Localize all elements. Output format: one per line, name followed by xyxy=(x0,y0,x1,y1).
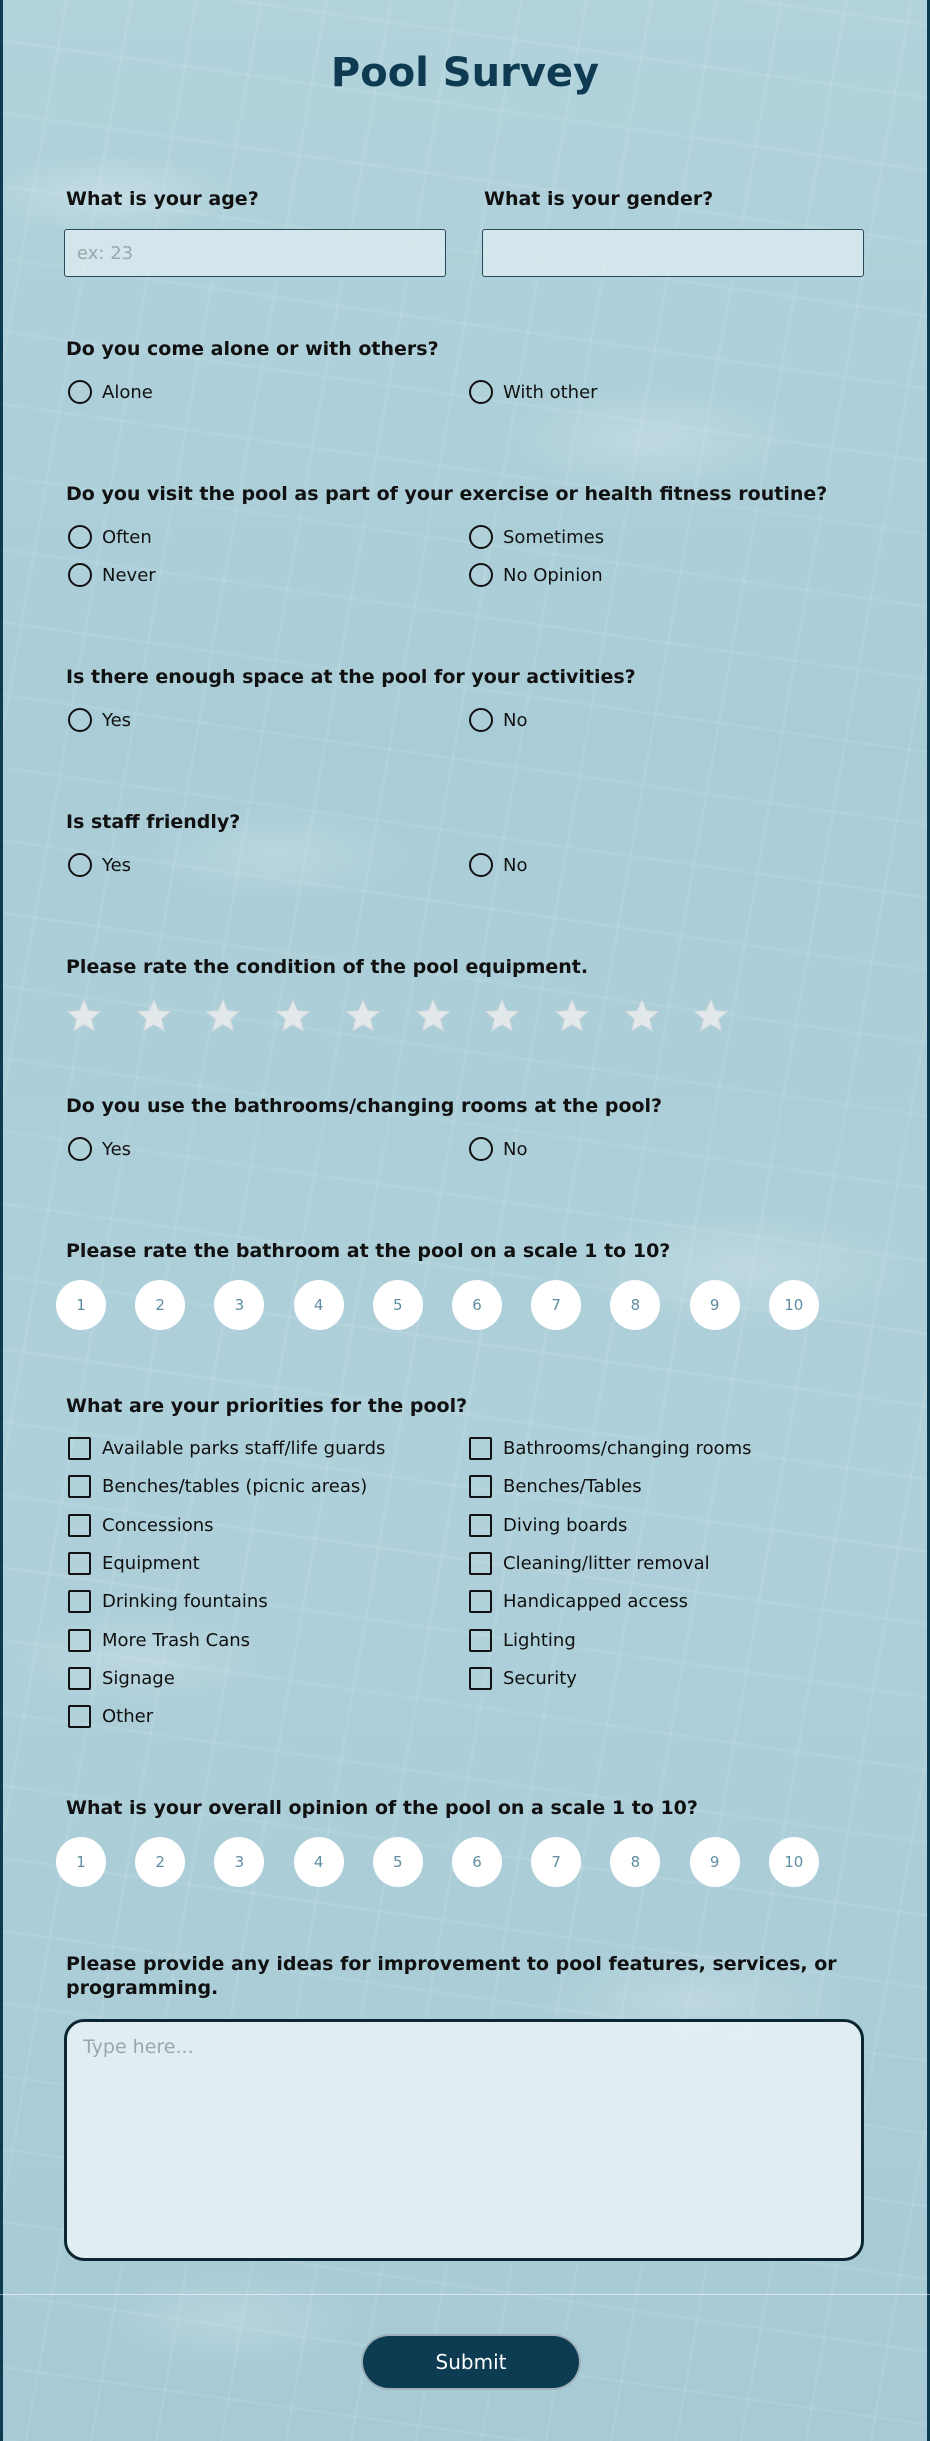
bathroom-scale-button-4[interactable]: 4 xyxy=(294,1280,344,1330)
radio-bathrooms-yes[interactable] xyxy=(68,1137,131,1161)
priorities-question: What are your priorities for the pool? xyxy=(66,1395,468,1417)
star-icon[interactable] xyxy=(624,998,660,1034)
checkbox-label: Concessions xyxy=(102,1514,214,1536)
checkbox-label: More Trash Cans xyxy=(102,1629,251,1651)
radio-circle[interactable] xyxy=(469,1137,493,1161)
left-border xyxy=(0,0,3,2441)
priority-checkbox-item[interactable] xyxy=(68,1590,268,1613)
checkbox[interactable] xyxy=(68,1552,91,1575)
option-label: Sometimes xyxy=(503,526,605,548)
staff-question: Is staff friendly? xyxy=(66,811,241,833)
gender-label: What is your gender? xyxy=(484,188,714,210)
overall-scale-button-8[interactable]: 8 xyxy=(610,1837,660,1887)
radio-never[interactable] xyxy=(68,563,156,587)
checkbox[interactable] xyxy=(469,1590,492,1613)
checkbox[interactable] xyxy=(68,1437,91,1460)
priority-checkbox-item[interactable] xyxy=(68,1437,385,1460)
priority-checkbox-item[interactable] xyxy=(68,1475,367,1498)
star-icon[interactable] xyxy=(345,998,381,1034)
overall-scale-button-2[interactable]: 2 xyxy=(135,1837,185,1887)
radio-space-yes[interactable] xyxy=(68,708,131,732)
radio-with-other[interactable] xyxy=(469,380,598,404)
page-title: Pool Survey xyxy=(330,50,600,96)
radio-circle[interactable] xyxy=(68,708,92,732)
overall-scale-button-10[interactable]: 10 xyxy=(769,1837,819,1887)
checkbox-label: Signage xyxy=(102,1667,175,1689)
radio-circle[interactable] xyxy=(469,525,493,549)
bathroom-scale-button-6[interactable]: 6 xyxy=(452,1280,502,1330)
routine-question: Do you visit the pool as part of your exercise or health fitness routine? xyxy=(66,483,828,505)
radio-sometimes[interactable] xyxy=(469,525,604,549)
checkbox[interactable] xyxy=(469,1667,492,1690)
priority-checkbox-item[interactable] xyxy=(469,1667,577,1690)
radio-circle[interactable] xyxy=(469,563,493,587)
priority-checkbox-item[interactable] xyxy=(68,1629,250,1652)
star-icon[interactable] xyxy=(484,998,520,1034)
checkbox-label: Lighting xyxy=(503,1629,576,1651)
radio-circle[interactable] xyxy=(469,708,493,732)
overall-scale-button-9[interactable]: 9 xyxy=(690,1837,740,1887)
star-icon[interactable] xyxy=(205,998,241,1034)
star-icon[interactable] xyxy=(136,998,172,1034)
bathroom-scale-button-10[interactable]: 10 xyxy=(769,1280,819,1330)
option-label: No xyxy=(503,1138,528,1160)
overall-scale-button-3[interactable]: 3 xyxy=(214,1837,264,1887)
checkbox-label: Equipment xyxy=(102,1552,200,1574)
option-label: Often xyxy=(102,526,152,548)
bathroom-scale-button-3[interactable]: 3 xyxy=(214,1280,264,1330)
priority-checkbox-item[interactable] xyxy=(469,1475,642,1498)
bathroom-scale-button-9[interactable]: 9 xyxy=(690,1280,740,1330)
star-icon[interactable] xyxy=(275,998,311,1034)
equipment-question: Please rate the condition of the pool equipment. xyxy=(66,956,589,978)
checkbox[interactable] xyxy=(469,1552,492,1575)
radio-circle[interactable] xyxy=(68,563,92,587)
priority-checkbox-item[interactable] xyxy=(469,1437,752,1460)
star-icon[interactable] xyxy=(415,998,451,1034)
priority-checkbox-item[interactable] xyxy=(469,1629,576,1652)
space-question: Is there enough space at the pool for your activities? xyxy=(66,666,636,688)
priority-checkbox-item[interactable] xyxy=(68,1705,153,1728)
radio-alone[interactable] xyxy=(68,380,153,404)
option-label: Alone xyxy=(102,381,153,403)
overall-scale-button-5[interactable]: 5 xyxy=(373,1837,423,1887)
radio-circle[interactable] xyxy=(68,853,92,877)
bathroom-scale-button-7[interactable]: 7 xyxy=(531,1280,581,1330)
option-label: Yes xyxy=(102,854,132,876)
checkbox-label: Handicapped access xyxy=(503,1591,689,1613)
option-label: Never xyxy=(102,564,156,586)
checkbox-label: Security xyxy=(503,1667,577,1689)
checkbox-label: Bathrooms/changing rooms xyxy=(503,1438,752,1459)
radio-no-opinion[interactable] xyxy=(469,563,603,587)
checkbox[interactable] xyxy=(469,1514,492,1537)
checkbox-label: Benches/Tables xyxy=(503,1476,642,1498)
gender-input[interactable] xyxy=(482,229,864,277)
option-label: Yes xyxy=(102,709,132,731)
priority-checkbox-item[interactable] xyxy=(68,1667,175,1690)
checkbox-label: Diving boards xyxy=(503,1514,628,1536)
bathroom-scale-button-8[interactable]: 8 xyxy=(610,1280,660,1330)
checkbox-label: Benches/tables (picnic areas) xyxy=(102,1476,368,1498)
checkbox[interactable] xyxy=(68,1667,91,1690)
submit-button[interactable]: Submit xyxy=(361,2334,581,2390)
radio-staff-yes[interactable] xyxy=(68,853,131,877)
bathrooms-question: Do you use the bathrooms/changing rooms at the pool? xyxy=(66,1095,663,1117)
radio-circle[interactable] xyxy=(469,380,493,404)
star-icon[interactable] xyxy=(66,998,102,1034)
alone-question: Do you come alone or with others? xyxy=(66,338,439,360)
checkbox[interactable] xyxy=(68,1475,91,1498)
priority-checkbox-item[interactable] xyxy=(469,1590,688,1613)
radio-staff-no[interactable] xyxy=(469,853,527,877)
priority-checkbox-item[interactable] xyxy=(469,1552,710,1575)
age-label: What is your age? xyxy=(66,188,259,210)
radio-circle[interactable] xyxy=(469,853,493,877)
overall-scale-button-4[interactable]: 4 xyxy=(294,1837,344,1887)
checkbox[interactable] xyxy=(68,1590,91,1613)
priority-checkbox-item[interactable] xyxy=(68,1552,200,1575)
radio-circle[interactable] xyxy=(68,380,92,404)
option-label: No Opinion xyxy=(503,564,603,586)
option-label: No xyxy=(503,854,528,876)
checkbox-label: Other xyxy=(102,1706,154,1728)
overall-scale-button-6[interactable]: 6 xyxy=(452,1837,502,1887)
checkbox-label: Drinking fountains xyxy=(102,1591,268,1613)
checkbox-label: Cleaning/litter removal xyxy=(503,1552,710,1574)
bathroom-scale-button-1[interactable]: 1 xyxy=(56,1280,106,1330)
option-label: Yes xyxy=(102,1138,132,1160)
checkbox[interactable] xyxy=(469,1437,492,1460)
ideas-question: Please provide any ideas for improvement to pool features, services, or programming. xyxy=(66,1953,837,1999)
radio-circle[interactable] xyxy=(68,1137,92,1161)
option-label: No xyxy=(503,709,528,731)
star-icon[interactable] xyxy=(554,998,590,1034)
radio-often[interactable] xyxy=(68,525,152,549)
radio-bathrooms-no[interactable] xyxy=(469,1137,527,1161)
checkbox[interactable] xyxy=(469,1475,492,1498)
checkbox[interactable] xyxy=(469,1629,492,1652)
ideas-textarea[interactable] xyxy=(64,2019,864,2261)
checkbox[interactable] xyxy=(68,1514,91,1537)
priority-checkbox-item[interactable] xyxy=(68,1514,214,1537)
age-input[interactable] xyxy=(64,229,446,277)
bathroom-scale-button-2[interactable]: 2 xyxy=(135,1280,185,1330)
radio-circle[interactable] xyxy=(68,525,92,549)
divider xyxy=(0,2294,930,2295)
checkbox[interactable] xyxy=(68,1705,91,1728)
overall-question: What is your overall opinion of the pool on a scale 1 to 10? xyxy=(66,1797,698,1819)
checkbox[interactable] xyxy=(68,1629,91,1652)
radio-space-no[interactable] xyxy=(469,708,527,732)
bathroom-scale-button-5[interactable]: 5 xyxy=(373,1280,423,1330)
checkbox-label: Available parks staff/life guards xyxy=(102,1438,386,1459)
star-icon[interactable] xyxy=(693,998,729,1034)
priority-checkbox-item[interactable] xyxy=(469,1514,627,1537)
overall-scale-button-1[interactable]: 1 xyxy=(56,1837,106,1887)
bathroom-rating-question: Please rate the bathroom at the pool on a scale 1 to 10? xyxy=(66,1240,671,1262)
option-label: With other xyxy=(503,381,598,403)
overall-scale-button-7[interactable]: 7 xyxy=(531,1837,581,1887)
